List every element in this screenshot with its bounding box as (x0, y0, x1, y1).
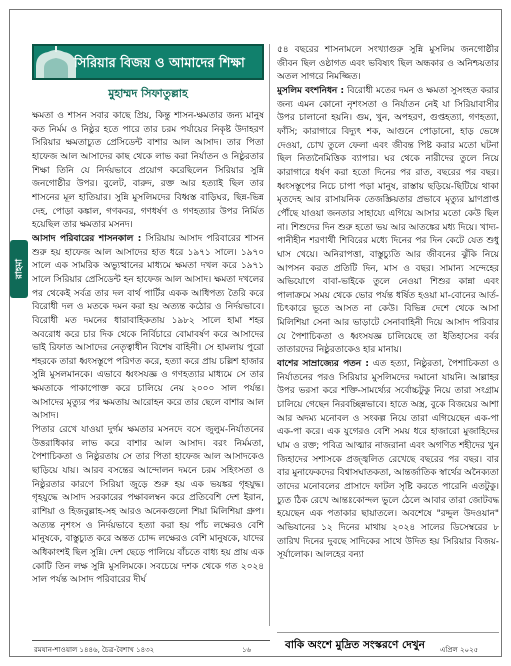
article-paragraph (277, 85, 499, 358)
column-divider (269, 44, 270, 626)
paragraph-text: সিরিয়ায় আসাদ পরিবারের শাসন শুরু হয় হাফেজ আল আসাদের হাত ধরে ১৯৭১ সালে। ১৯৭০ সালে এক সামরিক অভ্যুত্থানের মাধ্যমে ক্ষমতা দখল করে ১৯৭১ সালে সিরিয়ার প্রেসিডেন্ট হন হাফেজ আল আসাদ। ক্ষমতা দখলের পর থেকেই সর্বত্র তার দল বার্থ পার্টির একক আধিপত্য তৈরি করে বিরোধী দল ও মতকে দমন করা হয় অত্যন্ত কঠোর ও নির্দয়ভাবে। বিরোধী মত দমনের ধারাবাহিকতায় ১৯৮২ সালে হামা শহর অবরোধ করে চার দিক থেকে নির্বিচারে বোমাবর্ষণ করে আসাদের ভাই রিফাত আসাদের নেতৃত্বাধীন বিশেষ বাহিনী। সে হামলায় পুরো শহরকে তারা ধ্বংসস্তূপে পরিণত করে, হত্যা করে প্রায় চল্লিশ হাজার সুন্নি মুসলমানকে। এভাবে ধ্বংসযজ্ঞ ও গণহত্যার মাধ্যমে সে তার ক্ষমতাকে পাকাপোক্ত করে চালিয়ে নেয় ২০০০ সাল পর্যন্ত। আসাদের মৃত্যুর পর ক্ষমতায় আরোহন করে তার ছেলে বাশার আল আসাদ। (32, 233, 264, 422)
left-column (32, 44, 264, 632)
continued-note: বাকি অংশে মুদ্রিত সংস্করণে দেখুন (285, 639, 425, 651)
article-paragraph (32, 424, 264, 588)
right-column (277, 44, 499, 632)
article-paragraph (277, 44, 499, 85)
paragraph-text: পিতার রেখে যাওয়া দুর্গম ক্ষমতার মসনদে বসে জুলুম-নির্যাতনের উত্তরাধিকার লাভ করে বাশার আল আসাদ। বরং নির্মমতা, পৈশাচিকতা ও নিষ্ঠুরতায় সে তার পিতা হাফেজ আল আসাদকেও ছাড়িয়ে যায়। আরব বসন্তের আন্দোলন দমনে চরম সহিংসতা ও নিষ্ঠুরতার কারণে সিরিয়া জুড়ে শুরু হয় এক ভয়ঙ্কর গৃহযুদ্ধ। গৃহযুদ্ধে আসাদ সরকারের পক্ষাবলম্বন করে প্রতিবেশি দেশ ইরান, রাশিয়া ও হিজবুল্লাহ-সহ আরও অনেকগুলো শিয়া মিলিশিয়া গ্রুপ। অত্যন্ত নৃশংস ও নির্দয়ভাবে হত্যা করা হয় পাঁচ লক্ষেরও বেশি মানুষকে, বাস্তুচ্যুত করে অন্তত চোদ্দ লক্ষেরও বেশি মানুষকে, যাদের অধিকাংশই ছিল সুন্নি। দেশ ছেড়ে পালিয়ে বাঁচতে বাধ্য হয় প্রায় এক কোটি তিন লক্ষ সুন্নি মুসলিমকে। সবচেয়ে দশক থেকে গত ২০২৪ সাল পর্যন্ত আসাদ পরিবারের দীর্ঘ (32, 425, 264, 586)
left-column-body (32, 110, 264, 588)
footer-divider (32, 640, 270, 641)
footer-month: এপ্রিল ২০২৫ (440, 646, 479, 654)
magazine-side-label (10, 240, 28, 298)
page-number: ১৬ (242, 646, 252, 654)
article-title-box (32, 44, 264, 80)
paragraph-text: এত হত্যা, নিষ্ঠুরতা, পৈশাচিকতা ও নির্যাতনের পরও সিরিয়ার মুসলিমদের দমানো যায়নি। আল্লাহর উপর ভরসা করে শক্তি-সামর্থ্যের সর্বোচ্চটুকু নিয়ে তারা সংগ্রাম চালিয়ে গেছেন নিরবচ্ছিন্নভাবে। হাতে অস্ত্র, বুকে বিজয়ের আশা আর অদম্য মনোবল ও সংকল্প নিয়ে তারা এগিয়েছেন এক-পা এক-পা করে। এক যুগেরও বেশি সময় ধরে হাজারো মুজাহিদের ঘাম ও রক্ত; পবিত্র আত্মার নাজরানা এবং অগণিত শহীদের খুন জিহাদের সশাসকে প্রজ্জ্বলিত রেখেছে বছরের পর বছর। বার বার মুনাফেকদের বিশ্বাসঘাতকতা, আন্তর্জাতিক স্বার্থের অনৈক্যতা তাদের মনোবলের প্রাসাদে ফাটল সৃষ্টি করতে পারেনি এতটুকু। চ্যুত ঠিক রেখে আন্তঃকোন্দল ভুলে ঠেলে আবার তারা জোটবদ্ধ হয়েছেন এক পতাকার ছায়াতলে। অবশেষে "রদ্দুল উদওয়ান" অভিযানের ১২ দিনের মাথায় ২০২৪ সালের ডিসেম্বরের ৮ তারিখ দিনের দুবছে সাদিকের সাথে উদিত হয় সিরিয়ার বিজয়-সূর্যালোক। আলহের বন্যা (277, 359, 499, 561)
footer-issue-date: রমযান-শাওয়াল ১৪৪৬, চৈত্র-বৈশাখ ১৪৩২ (34, 646, 155, 654)
mosque-dome-icon (34, 46, 78, 80)
continued-note-divider (277, 632, 499, 633)
article-author: মুহাম্মদ সিফাতুল্লাহ (108, 87, 188, 100)
magazine-name: রাহমা (14, 259, 25, 279)
paragraph-subheading: আসাদ পরিবারের শাসনকাল : (32, 233, 142, 244)
article-title: সিরিয়ার বিজয় ও আমাদের শিক্ষা (74, 56, 245, 71)
article-paragraph (32, 233, 264, 424)
article-paragraph (277, 358, 499, 563)
paragraph-subheading: বাশের সাম্রাজ্যের পতন : (277, 359, 369, 370)
article-paragraph (32, 110, 264, 233)
paragraph-text: ৫৪ বছরের শাসনামলে সংখ্যাগুরু সুন্নি মুসলিম জনগোষ্ঠীর জীবন ছিল ওষ্ঠাগত এবং ভবিষ্যৎ ছিল অন্ধকার ও অনিশ্চয়তার অতল সাগরে নিমজ্জিত। (277, 45, 499, 83)
paragraph-text: বিরোধী মতের দমন ও ক্ষমতা সুসংহত করার জন্য এমন কোনো নৃশংসতা ও নির্যাতন নেই যা সিরিয়াবাসীর উপর চালানো হয়নি। গুম, খুন, অপহরণ, গুপ্তহত্যা, গণহত্যা, ফাঁসি; কারাগারে বিদ্যুৎ শক, আগুনে পোড়ানো, হাড় ভেঙ্গে দেওয়া, চোখ তুলে ফেলা এবং জীবন্ত পিষ্ট করার মতো ঘটনা ছিল নিত্যনৈমিত্তিক ব্যাপার। ঘর থেকে নারীদের তুলে নিয়ে কারাগারে ধর্ষণ করা হতো দিনের পর রাত, বছরের পর বছর। ধ্বংসস্তূপের নিচে চাপা পড়া মানুষ, রাস্তায় ছড়িয়ে-ছিটিয়ে থাকা মৃতদেহ আর রাসায়নিক তেজস্ক্রিয়তার প্রভাবে মৃত্যুর ঘ্রাণপ্রাপ্ত পৌঁছে যাওয়া জনতার সাহায্যে এগিয়ে আসার মতো কেউ ছিল না। শিশুদের দিন শুরু হতো ভয় আর আতঙ্কের মধ্য দিয়ে। খাদ্য-পানীহীন শরণার্থী শিবিরের মধ্যে দিনের পর দিন কেটে যেত শুধু ঘাস খেয়ে। অনিরাপত্তা, বাস্তুচ্যুতি আর জীবনের ঝুঁকি নিয়ে আপসন করত প্রতিটি দিন, মাস ও বছর। সামান্য সন্দেহের অভিযোগে বাবা-ভাইকে তুলে নেওয়া শিশুর কান্না এবং পালাক্রমে সময় থেকে ভোর পর্যন্ত ধর্ষিত হওয়া মা-বোনের আর্ত-চিৎকারে ভূতে আসত না কেউ। বিভিন্ন দেশে থেকে আসা মিলিশিয়া সেনা আর ভাড়াটে সেনাবাহিনী দিয়ে আসাদ পরিবার যে পৈশাচিকতা ও ধ্বংসযজ্ঞ চালিয়েছে তা ইতিহাসের বর্বর তাতারদের নিষ্ঠুরতাকেও হার মানায়। (277, 85, 499, 356)
paragraph-text: ক্ষমতা ও শাসন সবার কাছে প্রিয়, কিন্তু শাসন-ক্ষমতার জন্য মানুষ কত নির্মম ও নিষ্ঠুর হতে পারে তার চরম পর্যায়ের নিকৃষ্ট উদাহরণ সিরিয়ার ক্ষমতাচ্যুত প্রেসিডেন্ট বাশার আল আসাদ। তার পিতা হাফেজ আল আসাদের কাছ থেকে লাভ করা নির্যাতন ও নিষ্ঠুরতার শিক্ষা তিনি যে নির্দয়ভাবে প্রয়োগ করেছিলেন সিরিয়ার সুন্নি জনগোষ্ঠীর উপর। বুলেট, বারুদ, রক্ত আর হত্যাই ছিল তার শাসনের মূল হাতিয়ার। সুন্নি মুসলিমদের বিধ্বস্ত বাড়িঘর, ছিন্ন-ভিন্ন দেহ, পোড়া কঙ্কাল, গণকবর, গণধর্ষণ ও গণহত্যার উপর নির্মিত হয়েছিল তার ক্ষমতার মসনদ। (32, 111, 264, 231)
paragraph-subheading: মুসলিম বংশনিধন : (277, 85, 345, 96)
right-column-body (277, 44, 499, 563)
